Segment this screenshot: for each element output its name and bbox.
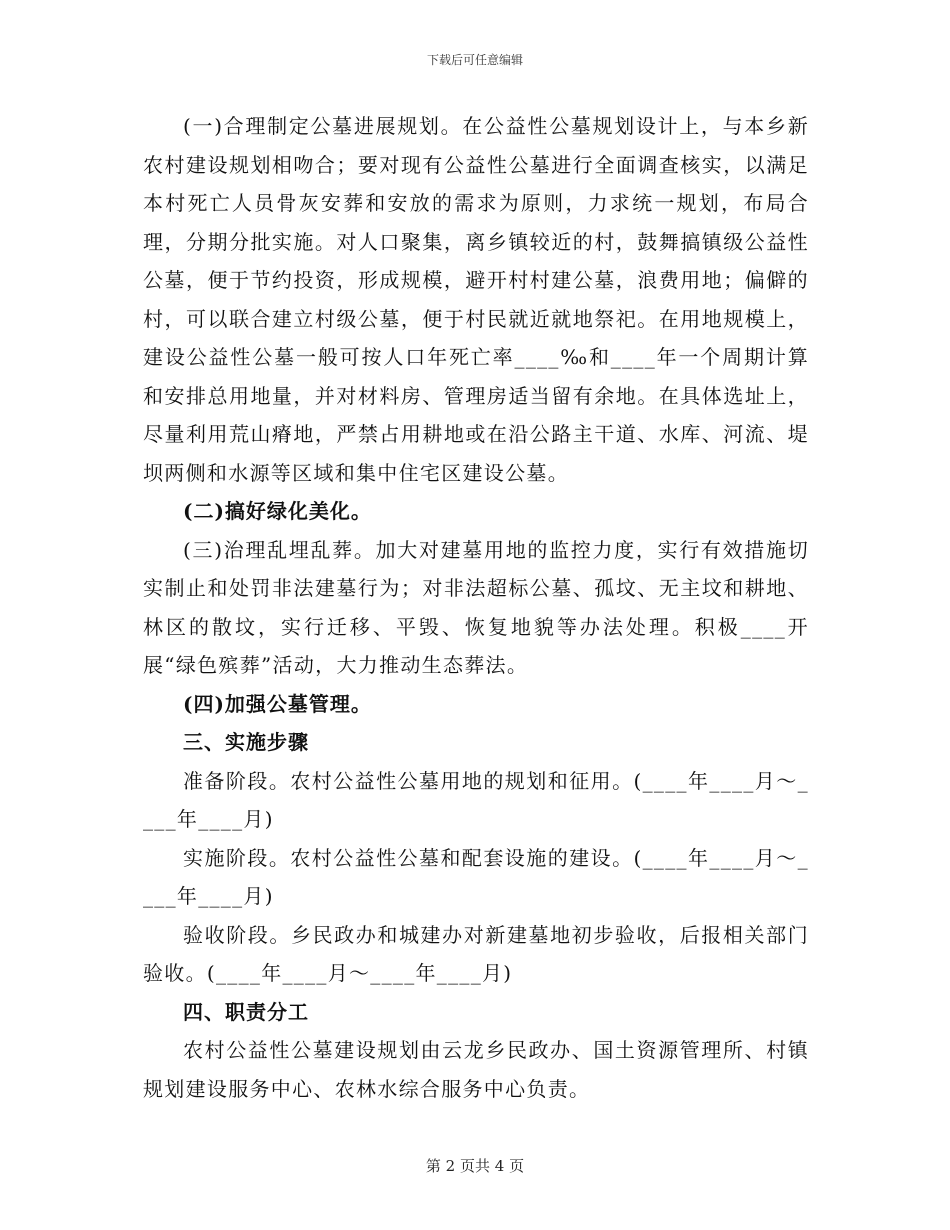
paragraph-acceptance-stage: 验收阶段。乡民政办和城建办对新建墓地初步验收，后报相关部门验收。(____年____月～____年____月) [143,922,809,985]
paragraph-responsibilities: 农村公益性公墓建设规划由云龙乡民政办、国土资源管理所、村镇规划建设服务中心、农林水综合服务中心负责。 [143,1038,809,1101]
heading-management: (四)加强公墓管理。 [183,691,372,716]
document-body [143,107,809,1108]
paragraph-planning: (一)合理制定公墓进展规划。在公益性公墓规划设计上，与本乡新农村建设规划相吻合；要对现有公益性公墓进行全面调查核实，以满足本村死亡人员骨灰安葬和安放的需求为原则，力求统一规划，布局合理，分期分批实施。对人口聚集，离乡镇较近的村，鼓舞搞镇级公益性公墓，便于节约投资，形成规模，避开村村建公墓，浪费用地；偏僻的村，可以联合建立村级公墓，便于村民就近就地祭祀。在用地规模上，建设公益性公墓一般可按人口年死亡率____‰和____年一个周期计算和安排总用地量，并对材料房、管理房适当留有余地。在具体选址上，尽量利用荒山瘠地，严禁占用耕地或在沿公路主干道、水库、河流、堤坝两侧和水源等区域和集中住宅区建设公墓。 [143,114,809,485]
heading-implementation-steps: 三、实施步骤 [183,730,309,754]
page-header: 下载后可任意编辑 [426,53,523,67]
page-footer: 第 2 页共 4 页 [425,1157,525,1175]
heading-responsibilities: 四、职责分工 [183,999,309,1024]
paragraph-implementation-stage: 实施阶段。农村公益性公墓和配套设施的建设。(____年____月～____年____月) [143,845,809,908]
paragraph-burial-control: (三)治理乱埋乱葬。加大对建墓用地的监控力度，实行有效措施切实制止和处罚非法建墓行为；对非法超标公墓、孤坟、无主坟和耕地、林区的散坟，实行迁移、平毁、恢复地貌等办法处理。积极____开展“绿色殡葬”活动，大力推动生态葬法。 [143,537,809,677]
paragraph-preparation-stage: 准备阶段。农村公益性公墓用地的规划和征用。(____年____月～____年____月) [143,768,809,831]
heading-greening: (二)搞好绿化美化。 [183,499,372,523]
